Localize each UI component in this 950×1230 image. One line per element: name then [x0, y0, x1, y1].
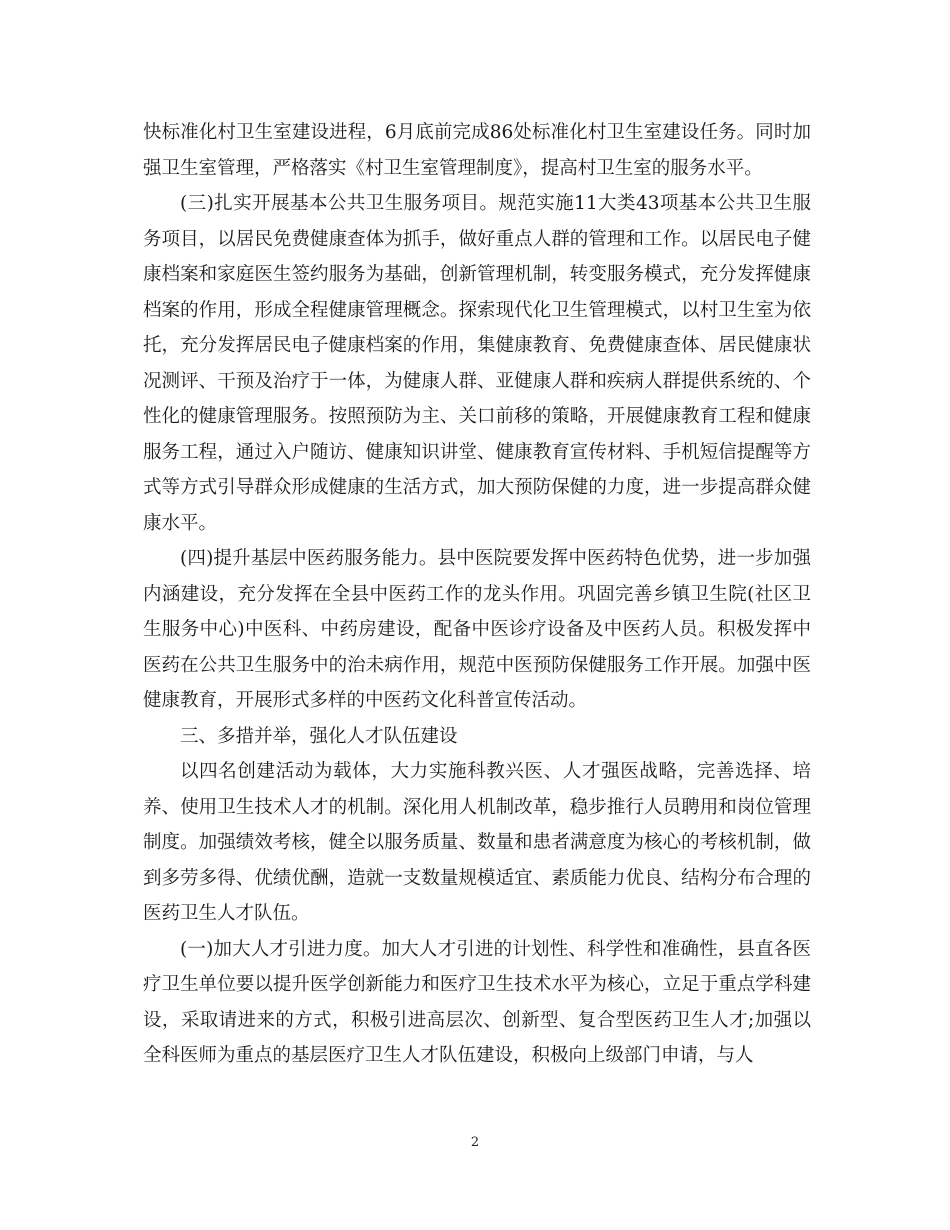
section-heading: 三、多措并举，强化人才队伍建设 — [180, 725, 458, 747]
page-number: 2 — [470, 1135, 480, 1150]
paragraph-3: (四)提升基层中医药服务能力。县中医院要发挥中医药特色优势，进一步加强内涵建设，充分发挥在全县中医药工作的龙头作用。巩固完善乡镇卫生院(社区卫生服务中心)中医科、中药房建设，配备中医诊疗设备及中医药人员。积极发挥中医药在公共卫生服务中的治未病作用，规范中医预防保健服务工作开展。加强中医健康教育，开展形式多样的中医药文化科普宣传活动。 — [143, 548, 811, 711]
paragraph-5: 以四名创建活动为载体，大力实施科教兴医、人才强医战略，完善选择、培养、使用卫生技术人才的机制。深化用人机制改革，稳步推行人员聘用和岗位管理制度。加强绩效考核，健全以服务质量、数量和患者满意度为核心的考核机制，做到多劳多得、优绩优酬，造就一支数量规模适宜、素质能力优良、结构分布合理的医药卫生人才队伍。 — [143, 761, 811, 924]
paragraph-2: (三)扎实开展基本公共卫生服务项目。规范实施11大类43项基本公共卫生服务项目，以居民免费健康查体为抓手，做好重点人群的管理和工作。以居民电子健康档案和家庭医生签约服务为基础，创新管理机制，转变服务模式，充分发挥健康档案的作用，形成全程健康管理概念。探索现代化卫生管理模式，以村卫生室为依托，充分发挥居民电子健康档案的作用，集健康教育、免费健康查体、居民健康状况测评、干预及治疗于一体，为健康人群、亚健康人群和疾病人群提供系统的、个性化的健康管理服务。按照预防为主、关口前移的策略，开展健康教育工程和健康服务工程，通过入户随访、健康知识讲堂、健康教育宣传材料、手机短信提醒等方式等方式引导群众形成健康的生活方式，加大预防保健的力度，进一步提高群众健康水平。 — [143, 193, 811, 534]
document-body — [143, 115, 811, 1074]
paragraph-6: (一)加大人才引进力度。加大人才引进的计划性、科学性和准确性，县直各医疗卫生单位要以提升医学创新能力和医疗卫生技术水平为核心，立足于重点学科建设，采取请进来的方式，积极引进高层次、创新型、复合型医药卫生人才;加强以全科医师为重点的基层医疗卫生人才队伍建设，积极向上级部门申请，与人 — [143, 938, 811, 1066]
paragraph-1: 快标准化村卫生室建设进程，6月底前完成86处标准化村卫生室建设任务。同时加强卫生室管理，严格落实《村卫生室管理制度》，提高村卫生室的服务水平。 — [143, 122, 811, 179]
